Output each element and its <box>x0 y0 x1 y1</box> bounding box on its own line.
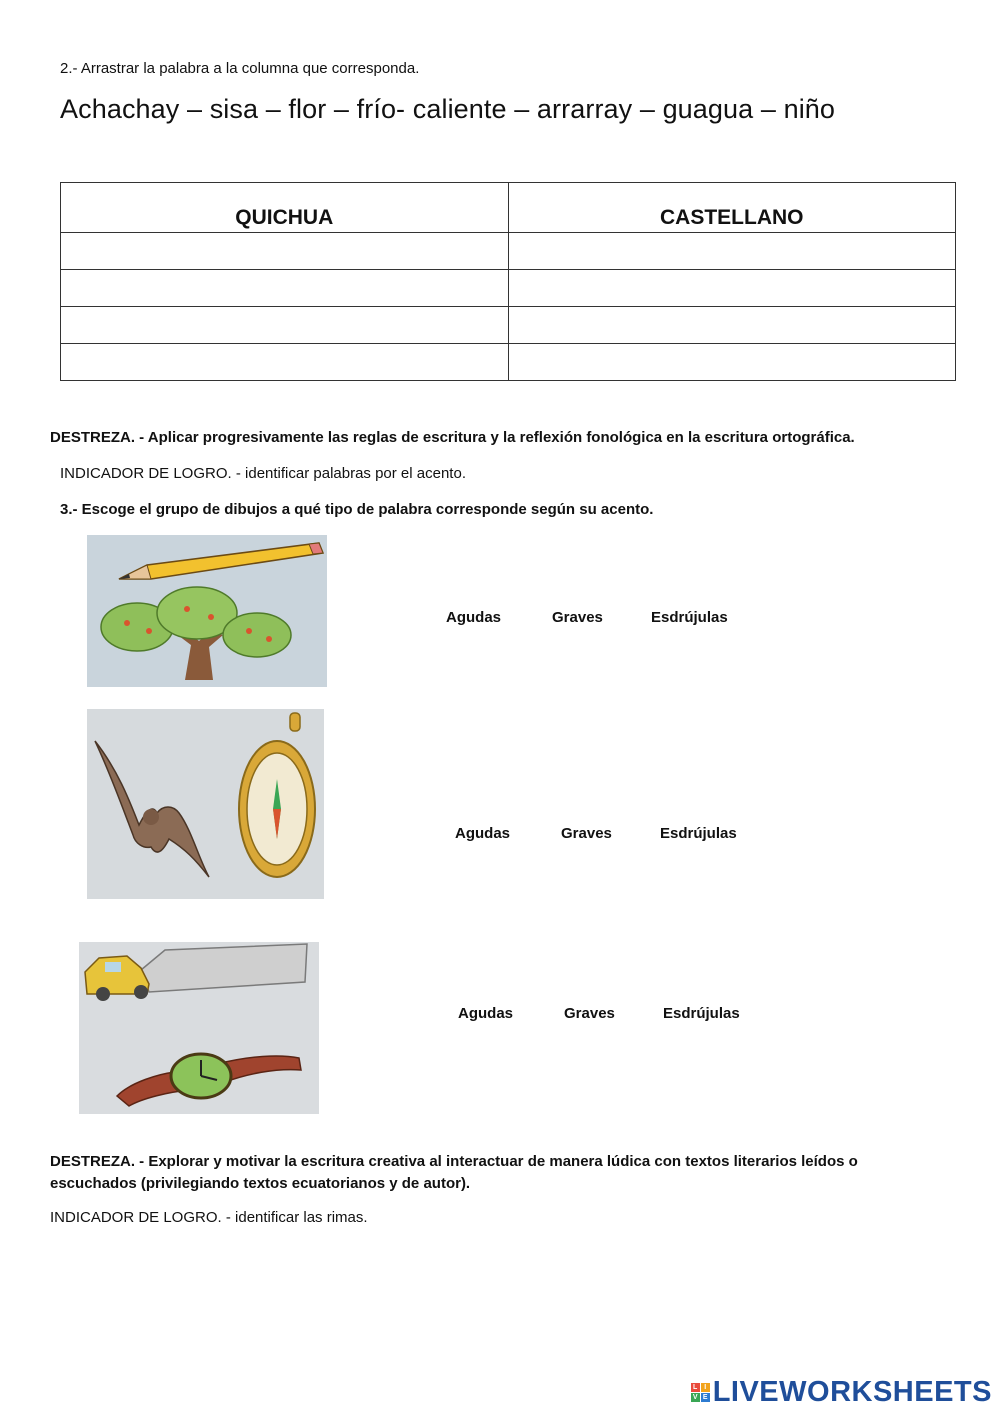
destreza-2-text: Explorar y motivar la escritura creativa al interactuar de manera lúdica con textos literarios leídos o escuchados (privilegiando textos ecuatorianos y de autor). <box>50 1153 858 1192</box>
option-esdrujulas[interactable]: Esdrújulas <box>660 825 737 842</box>
drop-cell-castellano-1[interactable] <box>508 233 956 270</box>
word-bank: Achachay – sisa – flor – frío- caliente – arrarray – guagua – niño <box>60 94 836 124</box>
drop-cell-castellano-4[interactable] <box>508 344 956 381</box>
column-header-quichua: QUICHUA <box>61 183 509 233</box>
drop-cell-castellano-3[interactable] <box>508 307 956 344</box>
option-esdrujulas[interactable]: Esdrújulas <box>651 609 728 626</box>
logo-mark-icon <box>691 1383 710 1402</box>
picture-group-1 <box>87 535 327 687</box>
drop-cell-quichua-1[interactable] <box>61 233 509 270</box>
indicador-1: INDICADOR DE LOGRO. - identificar palabras por el acento. <box>60 465 466 482</box>
question-2-instruction: 2.- Arrastrar la palabra a la columna que corresponda. <box>60 60 420 77</box>
column-header-castellano: CASTELLANO <box>508 183 956 233</box>
picture-group-2 <box>87 709 324 899</box>
destreza-1 <box>50 429 855 446</box>
indicador-2: INDICADOR DE LOGRO. - identificar las rimas. <box>50 1209 368 1226</box>
destreza-1-text: Aplicar progresivamente las reglas de escritura y la reflexión fonológica en la escritura ortográfica. <box>144 429 855 446</box>
destreza-2-label: DESTREZA. - <box>50 1153 145 1170</box>
logo-mark-e: E <box>701 1393 710 1402</box>
drop-cell-quichua-4[interactable] <box>61 344 509 381</box>
logo-mark-v: V <box>691 1393 700 1402</box>
question-3-instruction: 3.- Escoge el grupo de dibujos a qué tipo de palabra corresponde según su acento. <box>60 501 654 518</box>
option-agudas[interactable]: Agudas <box>455 825 511 842</box>
liveworksheets-logo <box>691 1376 992 1409</box>
option-graves[interactable]: Graves <box>561 825 612 842</box>
option-agudas[interactable]: Agudas <box>446 609 502 626</box>
drop-cell-quichua-3[interactable] <box>61 307 509 344</box>
logo-mark-l: L <box>691 1383 700 1392</box>
option-graves[interactable]: Graves <box>564 1005 615 1022</box>
destreza-1-label: DESTREZA. - <box>50 429 145 446</box>
option-agudas[interactable]: Agudas <box>458 1005 514 1022</box>
sorting-table <box>60 182 956 381</box>
drop-cell-quichua-2[interactable] <box>61 270 509 307</box>
option-graves[interactable]: Graves <box>552 609 603 626</box>
option-esdrujulas[interactable]: Esdrújulas <box>663 1005 740 1022</box>
picture-group-3 <box>79 942 319 1114</box>
logo-mark-i: I <box>701 1383 710 1392</box>
logo-text: LIVEWORKSHEETS <box>712 1376 992 1408</box>
drop-cell-castellano-2[interactable] <box>508 270 956 307</box>
destreza-2 <box>50 1151 930 1195</box>
